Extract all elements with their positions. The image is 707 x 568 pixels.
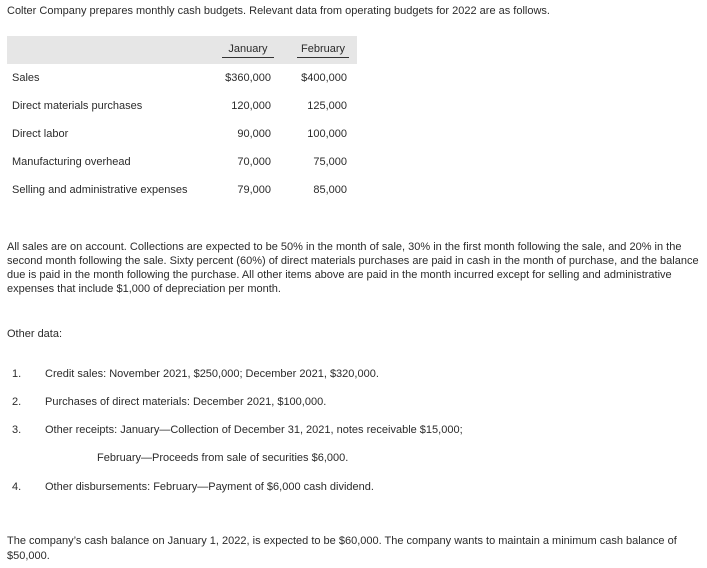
row-label: Direct labor	[12, 128, 69, 140]
intro-text: Colter Company prepares monthly cash budgets. Relevant data from operating budgets for 2022 are as follows.	[7, 5, 550, 17]
row-label: Selling and administrative expenses	[12, 184, 188, 196]
january-value: 79,000	[237, 184, 271, 196]
table-row	[7, 120, 357, 148]
row-label: Direct materials purchases	[12, 100, 143, 112]
budget-table	[7, 36, 357, 204]
list-text: Other receipts: January—Collection of December 31, 2021, notes receivable $15,000;	[45, 424, 463, 436]
table-row	[7, 176, 357, 204]
february-value: 125,000	[307, 100, 347, 112]
table-header	[7, 36, 357, 64]
list-text: Purchases of direct materials: December 2021, $100,000.	[45, 396, 327, 408]
february-value: $400,000	[301, 72, 347, 84]
february-value: 75,000	[313, 156, 347, 168]
row-label: Manufacturing overhead	[12, 156, 131, 168]
closing-paragraph: The company’s cash balance on January 1, 2022, is expected to be $60,000. The company wants to maintain a minimum cash balance of $50,000.	[7, 535, 677, 562]
january-value: 90,000	[237, 128, 271, 140]
list-number: 3.	[12, 424, 22, 436]
list-number: 1.	[12, 368, 22, 380]
table-row	[7, 64, 357, 92]
january-value: 70,000	[237, 156, 271, 168]
row-label: Sales	[12, 72, 40, 84]
february-value: 100,000	[307, 128, 347, 140]
january-value: 120,000	[231, 100, 271, 112]
list-text: Other disbursements: February—Payment of $6,000 cash dividend.	[45, 481, 374, 493]
february-value: 85,000	[313, 184, 347, 196]
list-number: 4.	[12, 481, 22, 493]
collection-policy-paragraph: All sales are on account. Collections are expected to be 50% in the month of sale, 30% in the first month following the sale, and 20% in the second month following the sale. Sixty percent (60%) of direct materials purchases are paid in cash in the month of purchase, and the balance due is paid in the month following the purchase. All other items above are paid in the month incurred except for selling and administrative expenses that include $1,000 of depreciation per month.	[7, 241, 699, 295]
table-row	[7, 92, 357, 120]
table-row	[7, 148, 357, 176]
other-data-label: Other data:	[7, 328, 63, 340]
list-sub-text: February—Proceeds from sale of securities $6,000.	[97, 452, 349, 464]
header-january: January	[222, 43, 274, 58]
january-value: $360,000	[225, 72, 271, 84]
list-number: 2.	[12, 396, 22, 408]
header-february: February	[297, 43, 349, 58]
list-text: Credit sales: November 2021, $250,000; December 2021, $320,000.	[45, 368, 379, 380]
